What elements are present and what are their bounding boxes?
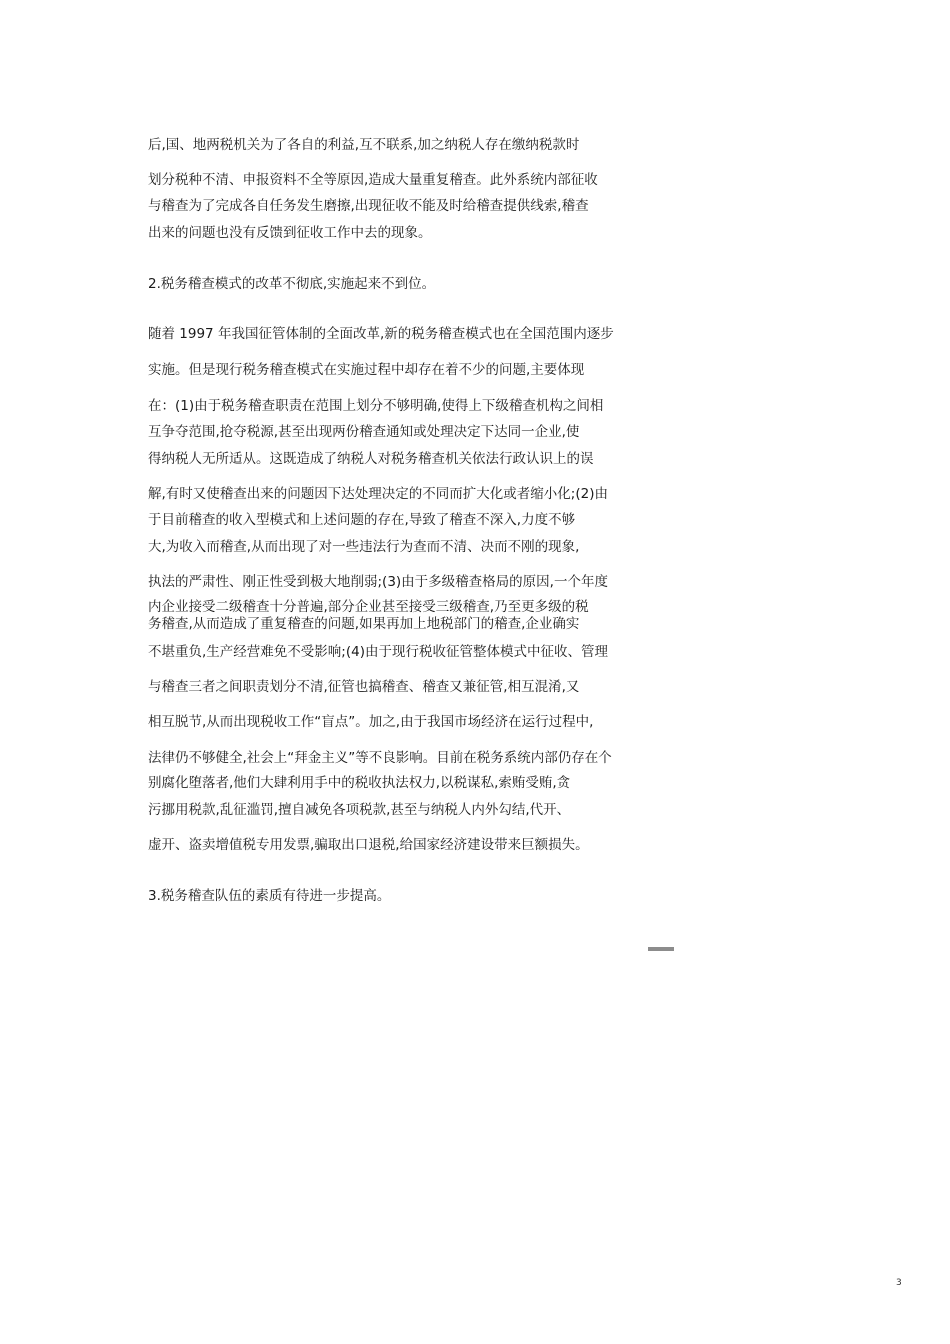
text-line: 在：(1)由于税务稽查职责在范围上划分不够明确,使得上下级稽查机构之间相: [148, 398, 604, 414]
text-line: 别腐化堕落者,他们大肆利用手中的税收执法权力,以税谋私,索贿受贿,贪: [148, 775, 571, 791]
text-line: 与稽查为了完成各自任务发生磨擦,出现征收不能及时给稽查提供线索,稽查: [148, 198, 589, 214]
text-line: 于目前稽查的收入型模式和上述问题的存在,导致了稽查不深入,力度不够: [148, 512, 576, 528]
section-heading: 2.税务稽查模式的改革不彻底,实施起来不到位。: [148, 276, 436, 292]
text-line: 内企业接受二级稽查十分普遍,部分企业甚至接受三级稽查,乃至更多级的税: [148, 599, 589, 615]
text-line: 大,为收入而稽查,从而出现了对一些违法行为查而不清、决而不刚的现象,: [148, 539, 580, 555]
section-heading: 3.税务稽查队伍的素质有待进一步提高。: [148, 888, 391, 904]
text-line: 解,有时又使稽查出来的问题因下达处理决定的不同而扩大化或者缩小化;(2)由: [148, 486, 608, 502]
text-line: 污挪用税款,乱征滥罚,擅自减免各项税款,甚至与纳税人内外勾结,代开、: [148, 802, 571, 818]
text-line: 虚开、盗卖增值税专用发票,骗取出口退税,给国家经济建设带来巨额损失。: [148, 837, 589, 853]
text-line: 相互脱节,从而出现税收工作“盲点”。加之,由于我国市场经济在运行过程中,: [148, 714, 594, 730]
text-line: 与稽查三者之间职责划分不清,征管也搞稽查、稽查又兼征管,相互混淆,又: [148, 679, 580, 695]
divider-dash: [648, 947, 674, 951]
text-line: 执法的严肃性、刚正性受到极大地削弱;(3)由于多级稽查格局的原因,一个年度: [148, 574, 608, 590]
text-line: 得纳税人无所适从。这既造成了纳税人对税务稽查机关依法行政认识上的误: [148, 451, 594, 467]
text-line: 随着 1997 年我国征管体制的全面改革,新的税务稽查模式也在全国范围内逐步: [148, 326, 614, 342]
text-line: 出来的问题也没有反馈到征收工作中去的现象。: [148, 225, 432, 241]
text-line: 互争夺范围,抢夺税源,甚至出现两份稽查通知或处理决定下达同一企业,使: [148, 424, 580, 440]
text-line: 法律仍不够健全,社会上“拜金主义”等不良影响。目前在税务系统内部仍存在个: [148, 750, 612, 766]
text-line: 划分税种不清、申报资料不全等原因,造成大量重复稽查。此外系统内部征收: [148, 172, 598, 188]
text-line: 后,国、地两税机关为了各自的利益,互不联系,加之纳税人存在缴纳税款时: [148, 137, 580, 153]
page-number: 3: [896, 1278, 902, 1288]
text-line: 不堪重负,生产经营难免不受影响;(4)由于现行税收征管整体模式中征收、管理: [148, 644, 608, 660]
text-line: 务稽查,从而造成了重复稽查的问题,如果再加上地税部门的稽查,企业确实: [148, 616, 580, 632]
text-line: 实施。但是现行税务稽查模式在实施过程中却存在着不少的问题,主要体现: [148, 362, 585, 378]
